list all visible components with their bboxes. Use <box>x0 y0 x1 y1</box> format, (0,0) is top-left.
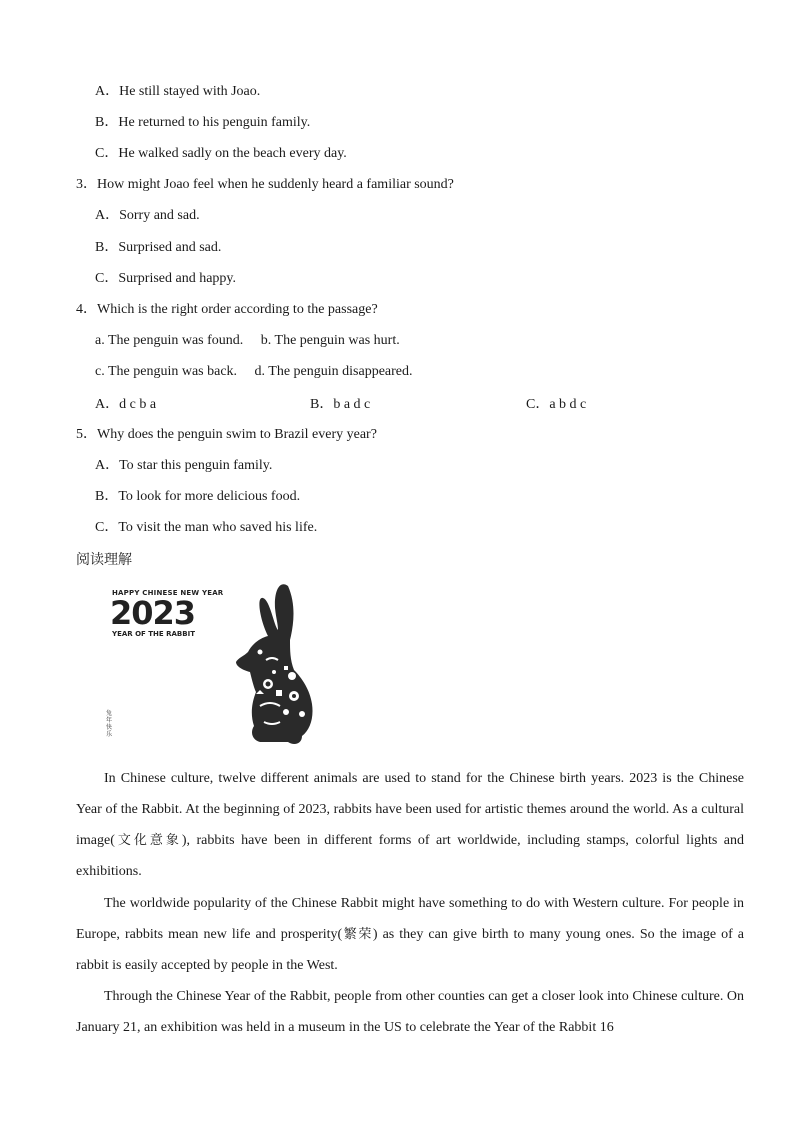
q5-option-c: C．To visit the man who saved his life. <box>95 520 318 535</box>
q5-question: 5．Why does the penguin swim to Brazil every year? <box>76 427 377 442</box>
paragraph-2-text-a: The worldwide popularity of the Chinese Rabbit might have something to do with Western culture. For people in Europe, rabbits mean new life and prosperity( <box>76 896 744 942</box>
rabbit-year-image <box>100 580 332 750</box>
q2-option-b: B．He returned to his penguin family. <box>95 115 311 130</box>
paragraph-2-cn: 繁荣 <box>342 927 373 942</box>
passage-paragraph-1 <box>76 763 744 887</box>
q3-option-a: A．Sorry and sad. <box>95 208 200 223</box>
section-title: 阅读理解 <box>76 552 132 568</box>
passage-paragraph-2 <box>76 888 744 981</box>
passage-paragraph-3 <box>76 981 744 1043</box>
paragraph-1-cn: 文化意象 <box>114 833 182 848</box>
image-year: 2023 <box>110 594 196 632</box>
paragraph-2-text-b: ) as they can give birth to many young ones. So the image of a rabbit is easily accepted by people in the West. <box>76 927 744 973</box>
q2-option-a: A．He still stayed with Joao. <box>95 84 261 99</box>
q4-items-line1: a. The penguin was found. b. The penguin was hurt. <box>95 333 400 348</box>
paragraph-1-text-b: ), rabbits have been in different forms of art worldwide, including stamps, colorful lights and exhibitions. <box>76 833 744 879</box>
rabbit-papercut-icon <box>230 580 330 750</box>
paragraph-1-text-a: In Chinese culture, twelve different animals are used to stand for the Chinese birth years. 2023 is the Chinese Year of the Rabbit. At the beginning of 2023, rabbits have been used for artistic themes around the world. As a cultural image( <box>76 771 744 848</box>
image-top-text: HAPPY CHINESE NEW YEAR <box>112 589 224 597</box>
q3-question: 3．How might Joao feel when he suddenly heard a familiar sound? <box>76 177 454 192</box>
paragraph-3-text: Through the Chinese Year of the Rabbit, people from other counties can get a closer look into Chinese culture. On January 21, an exhibition was held in a museum in the US to celebrate the Year of the Rabbit 16 <box>76 989 744 1035</box>
q5-option-b: B．To look for more delicious food. <box>95 489 301 504</box>
image-vertical-text: 兔年快乐 <box>106 710 113 738</box>
q4-option-b: B．b a d c <box>310 397 371 412</box>
q4-question: 4．Which is the right order according to the passage? <box>76 302 378 317</box>
q3-option-c: C．Surprised and happy. <box>95 271 237 286</box>
q2-option-c: C．He walked sadly on the beach every day. <box>95 146 347 161</box>
q4-option-a: A．d c b a <box>95 397 157 412</box>
q4-option-c: C．a b d c <box>526 397 587 412</box>
q4-items-line2: c. The penguin was back. d. The penguin disappeared. <box>95 364 413 379</box>
q5-option-a: A．To star this penguin family. <box>95 458 273 473</box>
q3-option-b: B．Surprised and sad. <box>95 240 222 255</box>
image-bottom-text: YEAR OF THE RABBIT <box>112 630 195 638</box>
